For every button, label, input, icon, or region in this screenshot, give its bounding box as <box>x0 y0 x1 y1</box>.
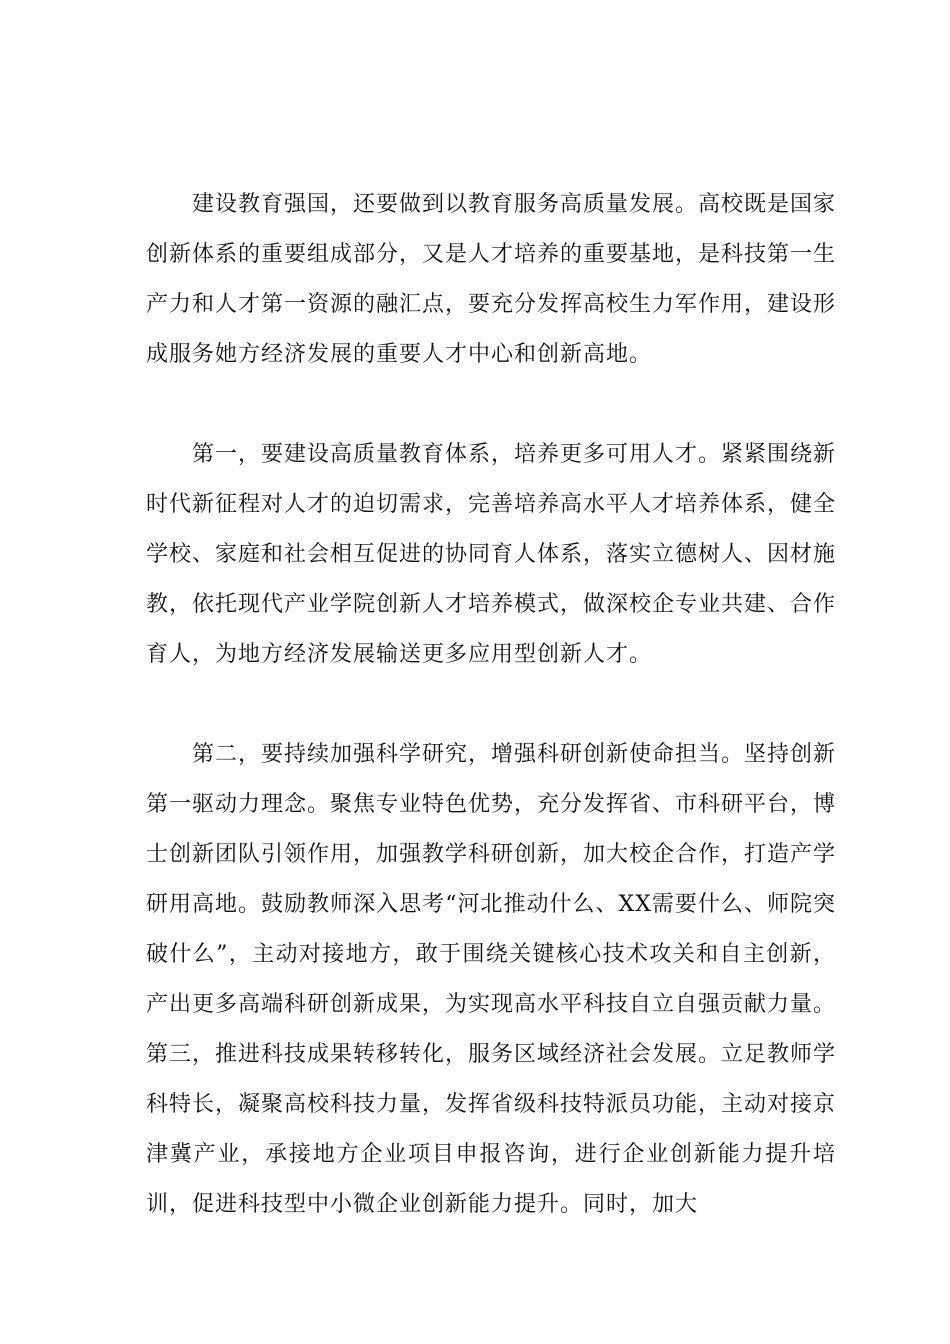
document-body <box>146 180 836 1230</box>
paragraph-2: 第一，要建设高质量教育体系，培养更多可用人才。紧紧围绕新时代新征程对人才的迫切需求，完善培养高水平人才培养体系，健全学校、家庭和社会相互促进的协同育人体系，落实立德树人、因材施教，依托现代产业学院创新人才培养模式，做深校企专业共建、合作育人，为地方经济发展输送更多应用型创新人才。 <box>146 442 837 667</box>
paragraph-1: 建设教育强国，还要做到以教育服务高质量发展。高校既是国家创新体系的重要组成部分，又是人才培养的重要基地，是科技第一生产力和人才第一资源的融汇点，要充分发挥高校生力军作用，建设形成服务她方经济发展的重要人才中心和创新高地。 <box>146 192 837 367</box>
paragraph-3: 第二，要持续加强科学研究，增强科研创新使命担当。坚持创新第一驱动力理念。聚焦专业特色优势，充分发挥省、市科研平台，博士创新团队引领作用，加强教学科研创新，加大校企合作，打造产学研用高地。鼓励教师深入思考“河北推动什么、XX需要什么、师院突破什么”，主动对接地方，敢于围绕关键核心技术攻关和自主创新，产出更多高端科研创新成果，为实现高水平科技自立自强贡献力量。第三，推进科技成果转移转化，服务区域经济社会发展。立足教师学科特长，凝聚高校科技力量，发挥省级科技特派员功能，主动对接京津冀产业，承接地方企业项目申报咨询，进行企业创新能力提升培训，促进科技型中小微企业创新能力提升。同时，加大 <box>146 742 837 1217</box>
